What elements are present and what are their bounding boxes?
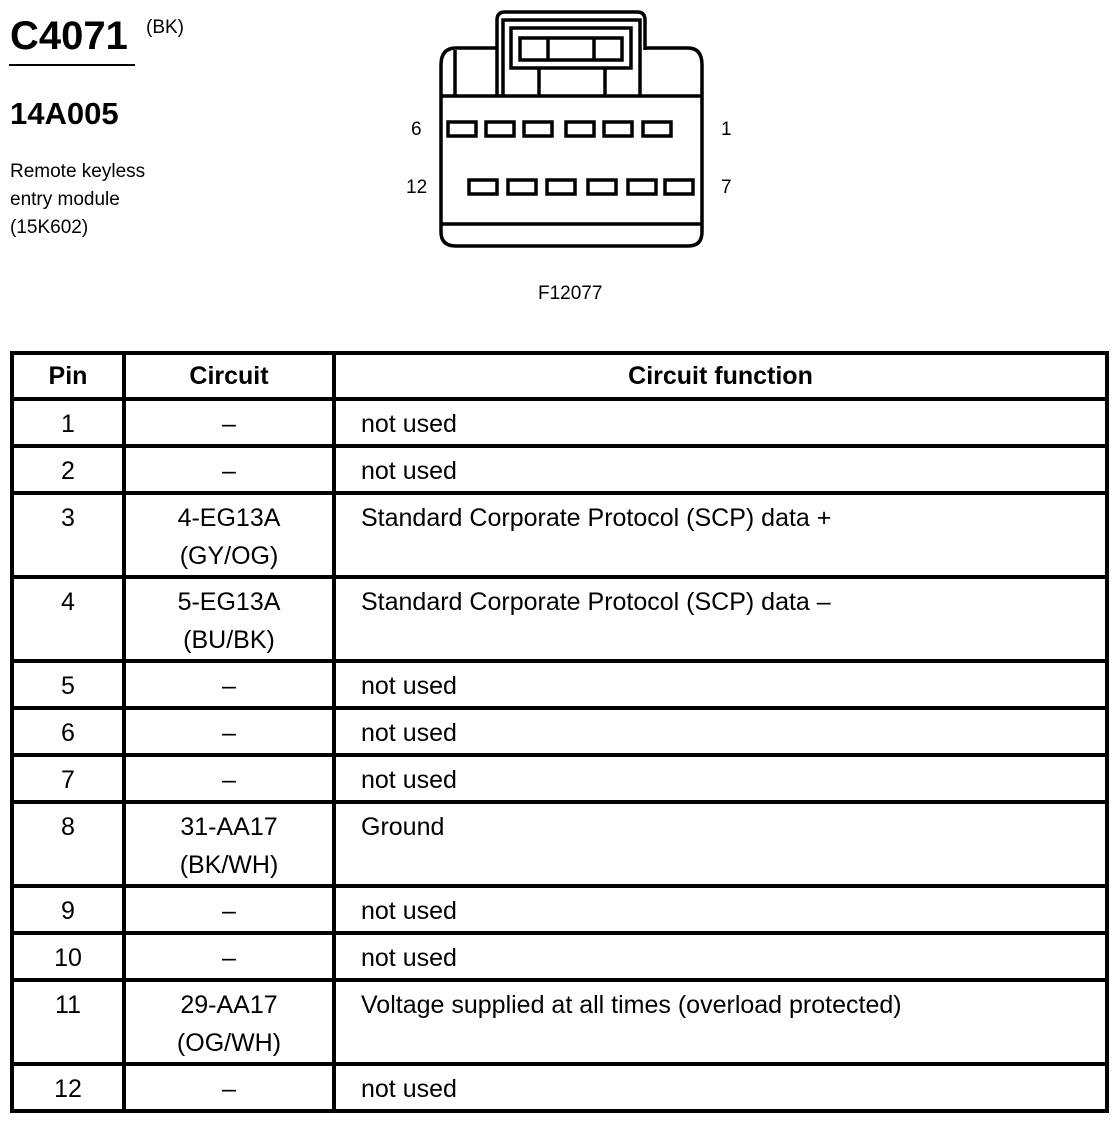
table-row — [12, 755, 1107, 802]
pin-cell: 1 — [12, 399, 124, 446]
function-cell: not used — [334, 755, 1107, 802]
function-cell: not used — [334, 1064, 1107, 1111]
function-cell: not used — [334, 399, 1107, 446]
table-row — [12, 708, 1107, 755]
function-cell: not used — [334, 446, 1107, 493]
circuit-color: (BK/WH) — [179, 851, 279, 879]
pin-cell: 9 — [12, 886, 124, 933]
table-row — [12, 886, 1107, 933]
pin-cell: 2 — [12, 446, 124, 493]
circuit-cell: – — [124, 933, 334, 980]
circuit-number: 29-AA17 — [180, 991, 278, 1019]
pin-cell: 5 — [12, 661, 124, 708]
pin-cell: 4 — [12, 577, 124, 661]
function-cell: not used — [334, 661, 1107, 708]
pin-table — [10, 351, 1109, 1113]
function-cell: not used — [334, 886, 1107, 933]
circuit-cell: – — [124, 1064, 334, 1111]
circuit-number: 4-EG13A — [177, 504, 281, 532]
header-function: Circuit function — [334, 353, 1107, 399]
function-cell: not used — [334, 708, 1107, 755]
table-row — [12, 933, 1107, 980]
description-line: (15K602) — [10, 217, 89, 238]
circuit-cell: – — [124, 708, 334, 755]
table-row — [12, 446, 1107, 493]
table-row — [12, 980, 1107, 1064]
pin-cell: 3 — [12, 493, 124, 577]
function-cell: not used — [334, 933, 1107, 980]
description — [10, 158, 145, 242]
pin-cell: 7 — [12, 755, 124, 802]
description-line: entry module — [10, 189, 120, 210]
pin-cell: 6 — [12, 708, 124, 755]
part-number: 14A005 — [10, 96, 119, 131]
connector-id: C4071 — [10, 14, 128, 58]
color-code: (BK) — [146, 17, 184, 38]
pin-cell: 10 — [12, 933, 124, 980]
table-row — [12, 802, 1107, 886]
table-row — [12, 661, 1107, 708]
table-row — [12, 399, 1107, 446]
circuit-number: 5-EG13A — [177, 588, 281, 616]
function-cell: Ground — [334, 802, 1107, 886]
circuit-cell: – — [124, 886, 334, 933]
function-cell: Standard Corporate Protocol (SCP) data + — [334, 493, 1107, 577]
circuit-cell: – — [124, 661, 334, 708]
header-pin: Pin — [12, 353, 124, 399]
pin-cell: 12 — [12, 1064, 124, 1111]
table-row — [12, 577, 1107, 661]
description-line: Remote keyless — [10, 161, 146, 182]
circuit-cell: – — [124, 755, 334, 802]
circuit-cell: – — [124, 446, 334, 493]
circuit-color: (BU/BK) — [183, 626, 275, 654]
circuit-cell: – — [124, 399, 334, 446]
function-cell: Voltage supplied at all times (overload protected) — [334, 980, 1107, 1064]
circuit-color: (GY/OG) — [179, 542, 279, 570]
table-row — [12, 1064, 1107, 1111]
connector-face-diagram — [400, 0, 740, 260]
header-circuit: Circuit — [124, 353, 334, 399]
circuit-cell — [124, 802, 334, 886]
pin-cell: 8 — [12, 802, 124, 886]
pin-cell: 11 — [12, 980, 124, 1064]
circuit-cell — [124, 980, 334, 1064]
pin-label-6: 6 — [411, 119, 422, 140]
circuit-number: 31-AA17 — [180, 813, 278, 841]
circuit-cell — [124, 577, 334, 661]
table-row — [12, 493, 1107, 577]
circuit-color: (OG/WH) — [176, 1029, 282, 1057]
figure-id: F12077 — [538, 283, 603, 304]
circuit-cell — [124, 493, 334, 577]
table-header-row — [12, 353, 1107, 399]
connector-id-underline — [9, 64, 135, 66]
pin-label-12: 12 — [406, 177, 428, 198]
pin-label-1: 1 — [721, 119, 732, 140]
pin-label-7: 7 — [721, 177, 732, 198]
function-cell: Standard Corporate Protocol (SCP) data – — [334, 577, 1107, 661]
